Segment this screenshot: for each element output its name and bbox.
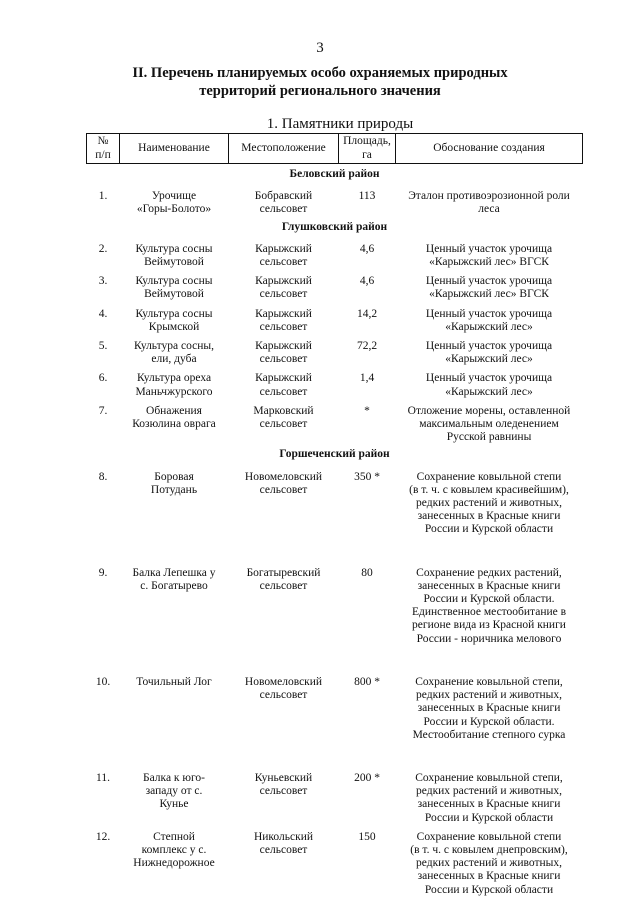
name-line: ели, дуба — [151, 353, 197, 366]
row-location — [229, 366, 339, 398]
justification-line: Отложение морены, оставленной — [407, 404, 571, 417]
district-heading-row — [87, 444, 583, 464]
justification-line: Единственное местообитание в — [411, 606, 567, 619]
table-row — [87, 561, 583, 670]
justification-line: России и Курской области — [424, 883, 554, 896]
row-number: 12. — [95, 830, 111, 843]
row-area: 4,6 — [359, 242, 375, 255]
location-line: Марковский — [253, 404, 314, 417]
header-area-line-1: Площадь, — [343, 135, 391, 148]
table-row — [87, 366, 583, 398]
location-line: сельсовет — [259, 203, 308, 216]
location-line: сельсовет — [259, 579, 308, 592]
table-header-row — [87, 134, 583, 164]
table-row — [87, 399, 583, 445]
row-justification — [396, 334, 583, 366]
name-line: Культура сосны — [135, 307, 213, 320]
justification-line: России - норичника мелового — [416, 632, 562, 645]
justification-line: Сохранение редких растений, — [416, 566, 562, 579]
name-line: Степной — [153, 830, 195, 843]
row-name — [120, 302, 229, 334]
location-line: Карыжский — [255, 242, 312, 255]
row-number: 6. — [98, 372, 108, 385]
table-row — [87, 766, 583, 825]
justification-line: занесенных в Красные книги — [417, 798, 561, 811]
row-location — [229, 399, 339, 445]
name-line: комплекс у с. — [141, 843, 207, 856]
table-row — [87, 825, 583, 897]
header-location: Местоположение — [229, 134, 339, 164]
justification-line: редких растений и животных, — [416, 497, 562, 510]
name-line: Нижнедорожное — [133, 857, 215, 870]
row-name — [120, 366, 229, 398]
row-location — [229, 465, 339, 561]
justification-line: редких растений и животных, — [416, 785, 562, 798]
justification-line: занесенных в Красные книги — [417, 510, 561, 523]
protected-areas-table — [86, 133, 583, 897]
name-line: западу от с. — [145, 785, 203, 798]
row-justification — [396, 561, 583, 670]
location-line: сельсовет — [259, 320, 308, 333]
row-area: 1,4 — [359, 372, 375, 385]
location-line: Богатыревский — [246, 566, 321, 579]
justification-line: Ценный участок урочища — [425, 307, 553, 320]
district-name: Горшеченский район — [279, 448, 390, 461]
justification-line: занесенных в Красные книги — [417, 870, 561, 883]
justification-line: России и Курской области — [424, 523, 554, 536]
row-justification — [396, 465, 583, 561]
table-row — [87, 302, 583, 334]
row-area: 80 — [361, 566, 373, 579]
location-line: Новомеловский — [244, 675, 323, 688]
row-justification — [396, 237, 583, 269]
table-row — [87, 670, 583, 766]
name-line: Культура сосны, — [134, 340, 214, 353]
row-justification — [396, 366, 583, 398]
subsection-title: 1. Памятники природы — [266, 116, 414, 132]
location-line: сельсовет — [259, 843, 308, 856]
justification-line: занесенных в Красные книги — [417, 579, 561, 592]
table-row — [87, 465, 583, 561]
row-location — [229, 334, 339, 366]
name-line: Потудань — [150, 483, 198, 496]
name-line: Балка к юго- — [142, 771, 205, 784]
row-location — [229, 561, 339, 670]
location-line: Карыжский — [255, 307, 312, 320]
row-location — [229, 766, 339, 825]
justification-line: Ценный участок урочища — [425, 340, 553, 353]
row-name — [120, 670, 229, 766]
name-line: Кунье — [159, 798, 189, 811]
location-line: сельсовет — [259, 785, 308, 798]
location-line: Карыжский — [255, 340, 312, 353]
location-line: Никольский — [253, 830, 314, 843]
name-line: Козюлина оврага — [132, 418, 216, 431]
row-name — [120, 184, 229, 216]
row-justification — [396, 766, 583, 825]
row-justification — [396, 269, 583, 301]
location-line: Куньевский — [254, 771, 313, 784]
name-line: Культура ореха — [136, 372, 212, 385]
header-area — [339, 134, 396, 164]
justification-line: максимальным оледенением — [419, 418, 559, 431]
table-body — [87, 164, 583, 897]
location-line: сельсовет — [259, 288, 308, 301]
row-number: 9. — [98, 566, 108, 579]
name-line: Балка Лепешка у — [132, 566, 216, 579]
row-justification — [396, 399, 583, 445]
row-area: 72,2 — [356, 340, 378, 353]
table-row — [87, 237, 583, 269]
heading-line-2: территорий регионального значения — [199, 83, 441, 99]
district-heading-row — [87, 164, 583, 185]
row-number: 11. — [96, 771, 110, 784]
justification-line: Сохранение ковыльной степи, — [415, 771, 563, 784]
justification-line: Ценный участок урочища — [425, 275, 553, 288]
row-number: 3. — [98, 275, 108, 288]
justification-line: Русской равнины — [446, 431, 532, 444]
row-number: 10. — [95, 675, 111, 688]
row-number: 7. — [98, 404, 108, 417]
row-area: 4,6 — [359, 275, 375, 288]
row-justification — [396, 184, 583, 216]
header-name: Наименование — [120, 134, 229, 164]
justification-line: редких растений и животных, — [416, 689, 562, 702]
row-number: 2. — [98, 242, 108, 255]
row-location — [229, 269, 339, 301]
justification-line: «Карыжский лес» ВГСК — [429, 256, 549, 269]
location-line: Бобравский — [254, 190, 313, 203]
justification-line: «Карыжский лес» — [445, 353, 533, 366]
district-heading-row — [87, 217, 583, 237]
heading-line-1: II. Перечень планируемых особо охраняемых природных — [132, 65, 508, 81]
name-line: Урочище — [151, 190, 197, 203]
header-area-line-2: га — [362, 148, 372, 161]
name-line: Точильный Лог — [136, 675, 212, 688]
row-area: 800 * — [354, 675, 380, 688]
row-name — [120, 465, 229, 561]
row-number: 8. — [98, 470, 108, 483]
justification-line: Местообитание степного сурка — [412, 728, 566, 741]
name-line: Обнажения — [146, 404, 202, 417]
row-number: 5. — [98, 340, 108, 353]
row-area: 200 * — [354, 771, 380, 784]
row-number: 4. — [98, 307, 108, 320]
justification-line: леса — [478, 203, 500, 216]
row-justification — [396, 670, 583, 766]
name-line: Веймутовой — [144, 256, 204, 269]
row-location — [229, 670, 339, 766]
justification-line: России и Курской области — [424, 811, 554, 824]
justification-line: Сохранение ковыльной степи — [416, 830, 562, 843]
row-name — [120, 237, 229, 269]
location-line: сельсовет — [259, 353, 308, 366]
row-location — [229, 825, 339, 897]
justification-line: Эталон противоэрозионной роли — [408, 190, 570, 203]
row-area: * — [364, 404, 370, 417]
location-line: сельсовет — [259, 483, 308, 496]
justification-line: России и Курской области. — [423, 593, 555, 606]
justification-line: «Карыжский лес» — [445, 320, 533, 333]
justification-line: Сохранение ковыльной степи — [416, 470, 562, 483]
name-line: Боровая — [154, 470, 194, 483]
name-line: Культура сосны — [135, 242, 213, 255]
table-row — [87, 269, 583, 301]
header-number-line-2: п/п — [95, 148, 111, 161]
table-row — [87, 184, 583, 216]
row-area: 350 * — [354, 470, 380, 483]
justification-line: занесенных в Красные книги — [417, 702, 561, 715]
justification-line: «Карыжский лес» ВГСК — [429, 288, 549, 301]
name-line: Культура сосны — [135, 275, 213, 288]
district-name: Беловский район — [289, 168, 380, 180]
row-name — [120, 334, 229, 366]
row-location — [229, 184, 339, 216]
justification-line: регионе вида из Красной книги — [412, 619, 566, 632]
table-row — [87, 334, 583, 366]
header-number — [87, 134, 120, 164]
justification-line: Сохранение ковыльной степи, — [415, 675, 563, 688]
name-line: «Горы-Болото» — [136, 203, 212, 216]
header-number-line-1: № — [97, 135, 109, 148]
section-heading — [60, 64, 580, 100]
row-name — [120, 766, 229, 825]
row-area: 14,2 — [356, 307, 378, 320]
justification-line: редких растений и животных, — [416, 857, 562, 870]
name-line: Крымской — [148, 320, 200, 333]
header-justification: Обоснование создания — [396, 134, 583, 164]
district-name: Глушковский район — [281, 220, 388, 233]
row-name — [120, 561, 229, 670]
row-name — [120, 825, 229, 897]
name-line: Маньчжурского — [135, 385, 213, 398]
row-area: 150 — [358, 830, 376, 843]
name-line: Веймутовой — [144, 288, 204, 301]
location-line: сельсовет — [259, 256, 308, 269]
location-line: Карыжский — [255, 372, 312, 385]
row-area: 113 — [358, 190, 376, 203]
row-justification — [396, 302, 583, 334]
name-line: с. Богатырево — [140, 579, 208, 592]
justification-line: Ценный участок урочища — [425, 372, 553, 385]
row-name — [120, 269, 229, 301]
justification-line: (в т. ч. с ковылем красивейшим), — [409, 483, 569, 496]
row-location — [229, 237, 339, 269]
justification-line: (в т. ч. с ковылем днепровским), — [410, 843, 568, 856]
row-justification — [396, 825, 583, 897]
location-line: Карыжский — [255, 275, 312, 288]
justification-line: России и Курской области. — [423, 715, 555, 728]
row-location — [229, 302, 339, 334]
location-line: Новомеловский — [244, 470, 323, 483]
location-line: сельсовет — [259, 689, 308, 702]
row-name — [120, 399, 229, 445]
location-line: сельсовет — [259, 385, 308, 398]
justification-line: Ценный участок урочища — [425, 242, 553, 255]
location-line: сельсовет — [259, 418, 308, 431]
page-number: 3 — [316, 40, 324, 56]
row-number: 1. — [98, 190, 108, 203]
justification-line: «Карыжский лес» — [445, 385, 533, 398]
